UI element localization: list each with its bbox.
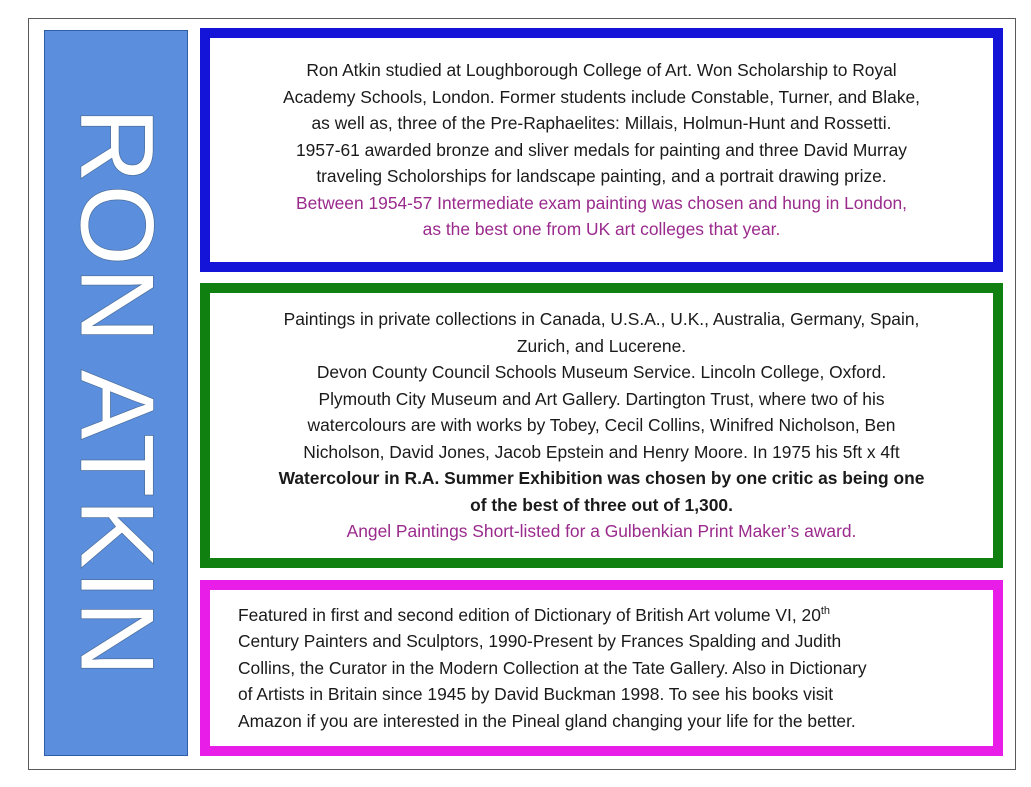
collections-line: Paintings in private collections in Canada, U.S.A., U.K., Australia, Germany, Spain,	[283, 309, 920, 330]
collections-line: Zurich, and Lucerene.	[516, 335, 687, 356]
collections-line: watercolours are with works by Tobey, Cecil Collins, Winifred Nicholson, Ben	[307, 415, 896, 436]
ordinal-suffix: th	[820, 604, 831, 617]
collections-line: Plymouth City Museum and Art Gallery. Dartington Trust, where two of his	[318, 388, 885, 409]
education-line: traveling Scholorships for landscape painting, and a portrait drawing prize.	[316, 166, 887, 187]
banner-title: RON ATKIN	[58, 107, 175, 679]
collections-highlight-line: Angel Paintings Short-listed for a Gulbenkian Print Maker’s award.	[346, 521, 857, 542]
collections-bold-line: Watercolour in R.A. Summer Exhibition was chosen by one critic as being one	[278, 468, 925, 489]
collections-bold-line: of the best of three out of 1,300.	[470, 494, 733, 515]
collections-line: Nicholson, David Jones, Jacob Epstein and Henry Moore. In 1975 his 5ft x 4ft	[303, 441, 900, 462]
education-panel	[200, 28, 1003, 272]
education-line: Ron Atkin studied at Loughborough College of Art. Won Scholarship to Royal	[306, 60, 897, 81]
collections-panel	[200, 283, 1003, 568]
education-highlight-line: Between 1954-57 Intermediate exam painting was chosen and hung in London,	[295, 192, 908, 213]
education-highlight-line: as the best one from UK art colleges that year.	[422, 219, 781, 240]
education-line: as well as, three of the Pre-Raphaelites: Millais, Holmun-Hunt and Rossetti.	[311, 113, 892, 134]
publications-line: Collins, the Curator in the Modern Collection at the Tate Gallery. Also in Dictionary	[238, 657, 867, 678]
publications-line: Century Painters and Sculptors, 1990-Present by Frances Spalding and Judith	[238, 631, 842, 652]
education-line: 1957-61 awarded bronze and sliver medals for painting and three David Murray	[296, 139, 907, 160]
publications-line-text: Featured in first and second edition of Dictionary of British Art volume VI, 20	[238, 604, 821, 625]
education-line: Academy Schools, London. Former students include Constable, Turner, and Blake,	[282, 86, 921, 107]
collections-line: Devon County Council Schools Museum Service. Lincoln College, Oxford.	[316, 362, 887, 383]
publications-line: of Artists in Britain since 1945 by David Buckman 1998. To see his books visit	[238, 684, 834, 705]
publications-line	[238, 602, 965, 629]
publications-panel	[200, 580, 1003, 756]
name-banner	[44, 30, 188, 756]
publications-line: Amazon if you are interested in the Pineal gland changing your life for the better.	[238, 710, 856, 731]
